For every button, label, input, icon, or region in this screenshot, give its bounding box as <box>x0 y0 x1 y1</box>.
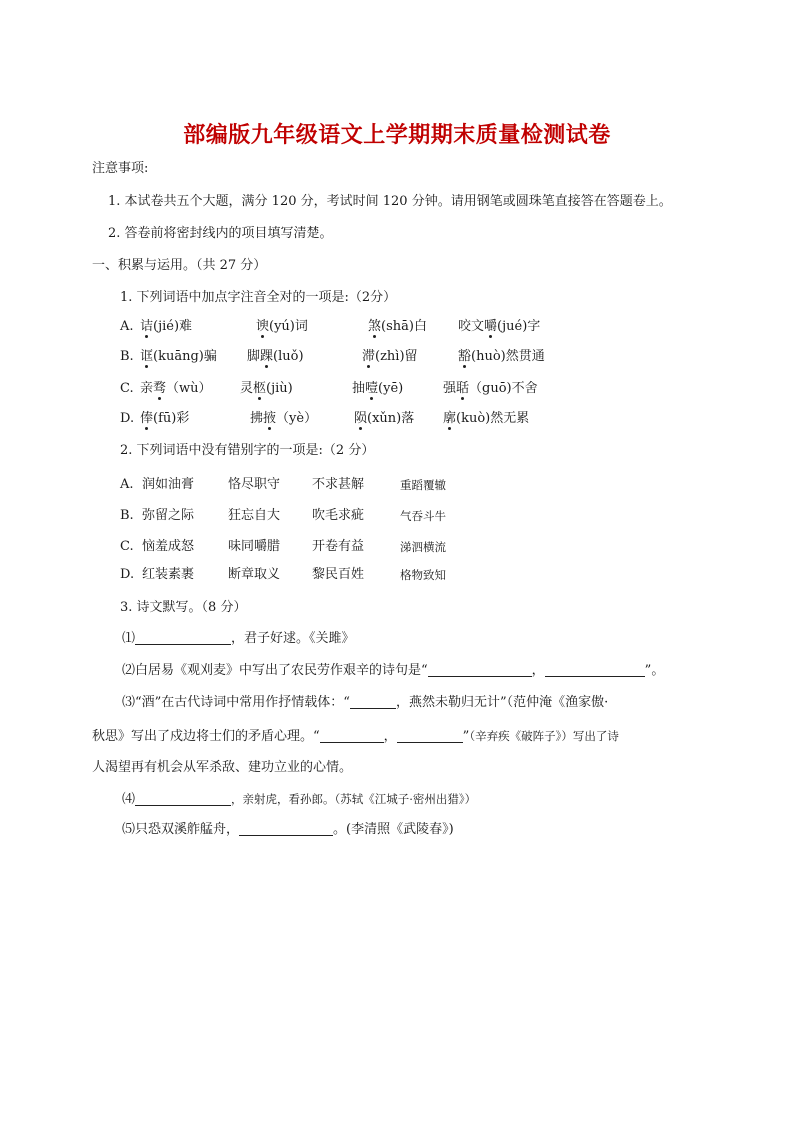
option-letter: C. <box>120 381 134 396</box>
option-word: 煞(shā)白 <box>368 319 427 334</box>
option-word: 气吞斗牛 <box>400 509 446 523</box>
option-word: 红装素裹 <box>142 567 195 582</box>
answer-blank[interactable] <box>135 791 231 806</box>
option-letter: D. <box>120 411 135 426</box>
option-letter: D. <box>120 567 135 582</box>
option-word: 强聒（guō)不舍 <box>443 381 538 396</box>
answer-blank[interactable] <box>350 694 396 709</box>
q3-line-4: ⑷ ，亲射虎，看孙郎。（苏轼《江城子·密州出猎》） <box>122 792 477 807</box>
option-word: 不求甚解 <box>312 477 365 492</box>
q3-line-3b: 秋思》写出了戍边将士们的矛盾心理。“ ， ”（辛弃疾《破阵子》）写出了诗 <box>92 729 619 744</box>
option-word: 黎民百姓 <box>312 567 365 582</box>
option-word: 亲骛（wù） <box>140 381 212 396</box>
option-letter: A. <box>120 319 134 334</box>
q3-line-3c: 人渴望再有机会从军杀敌、建功立业的心情。 <box>92 760 353 775</box>
answer-blank[interactable] <box>428 662 532 677</box>
notice-item-1: 1. 本试卷共五个大题，满分 120 分，考试时间 120 分钟。请用钢笔或圆珠笔直接答在答题卷上。 <box>108 194 672 209</box>
q3-line-3a: ⑶“酒”在古代诗词中常用作抒情载体：“ ，燕然未勒归无计”（范仲淹《渔家傲· <box>122 695 609 710</box>
option-word: 拂掖（yè） <box>250 411 318 426</box>
option-word: 陨(xǔn)落 <box>354 411 415 426</box>
option-word: 格物致知 <box>400 568 446 582</box>
option-word: 恪尽职守 <box>228 477 281 492</box>
q3-stem: 3. 诗文默写。（8 分） <box>120 600 247 615</box>
option-word: 开卷有益 <box>312 539 365 554</box>
option-word: 弥留之际 <box>142 508 195 523</box>
q3-line-5: ⑸只恐双溪舴艋舟， 。(李清照《武陵春》) <box>122 822 454 837</box>
option-letter: C. <box>120 539 134 554</box>
page-title: 部编版九年级语文上学期期末质量检测试卷 <box>183 122 611 148</box>
answer-blank[interactable] <box>397 728 463 743</box>
option-word: 重蹈覆辙 <box>400 478 446 492</box>
option-word: 断章取义 <box>228 567 281 582</box>
option-word: 滞(zhì)留 <box>362 349 418 364</box>
notice-item-2: 2. 答卷前将密封线内的项目填写清楚。 <box>108 226 333 241</box>
option-word: 润如油膏 <box>142 477 195 492</box>
notice-heading: 注意事项: <box>92 161 149 176</box>
answer-blank[interactable] <box>545 662 645 677</box>
q3-line-2: ⑵白居易《观刈麦》中写出了农民劳作艰辛的诗句是“ ， ”。 <box>122 663 665 678</box>
option-word: 涕泗横流 <box>400 540 446 554</box>
option-word: 廓(kuò)然无累 <box>443 411 530 426</box>
option-letter: B. <box>120 349 134 364</box>
option-word: 吹毛求疵 <box>312 508 365 523</box>
option-word: 俸(fū)彩 <box>140 411 190 426</box>
option-word: 诓(kuāng)骗 <box>140 349 217 364</box>
option-word: 咬文嚼(jué)字 <box>458 319 541 334</box>
option-letter: A. <box>120 477 134 492</box>
q3-line-1: ⑴ ，君子好逑。《关雎》 <box>122 631 355 646</box>
option-word: 诘(jié)难 <box>140 319 193 334</box>
answer-blank[interactable] <box>239 821 333 836</box>
option-word: 脚踝(luǒ) <box>247 349 304 364</box>
answer-blank[interactable] <box>320 728 384 743</box>
option-word: 灵柩(jiù) <box>240 381 293 396</box>
option-word: 谀(yú)词 <box>256 319 308 334</box>
option-word: 狂忘自大 <box>228 508 281 523</box>
option-letter: B. <box>120 508 134 523</box>
option-word: 味同嚼腊 <box>228 539 281 554</box>
option-word: 豁(huò)然贯通 <box>458 349 545 364</box>
answer-blank[interactable] <box>135 630 231 645</box>
section-1-heading: 一、积累与运用。（共 27 分） <box>92 258 267 273</box>
q2-stem: 2. 下列词语中没有错别字的一项是:（2 分） <box>120 443 375 458</box>
option-word: 恼羞成怒 <box>142 539 195 554</box>
option-word: 抽噎(yē) <box>352 381 404 396</box>
q1-stem: 1. 下列词语中加点字注音全对的一项是:（2分） <box>120 290 397 305</box>
